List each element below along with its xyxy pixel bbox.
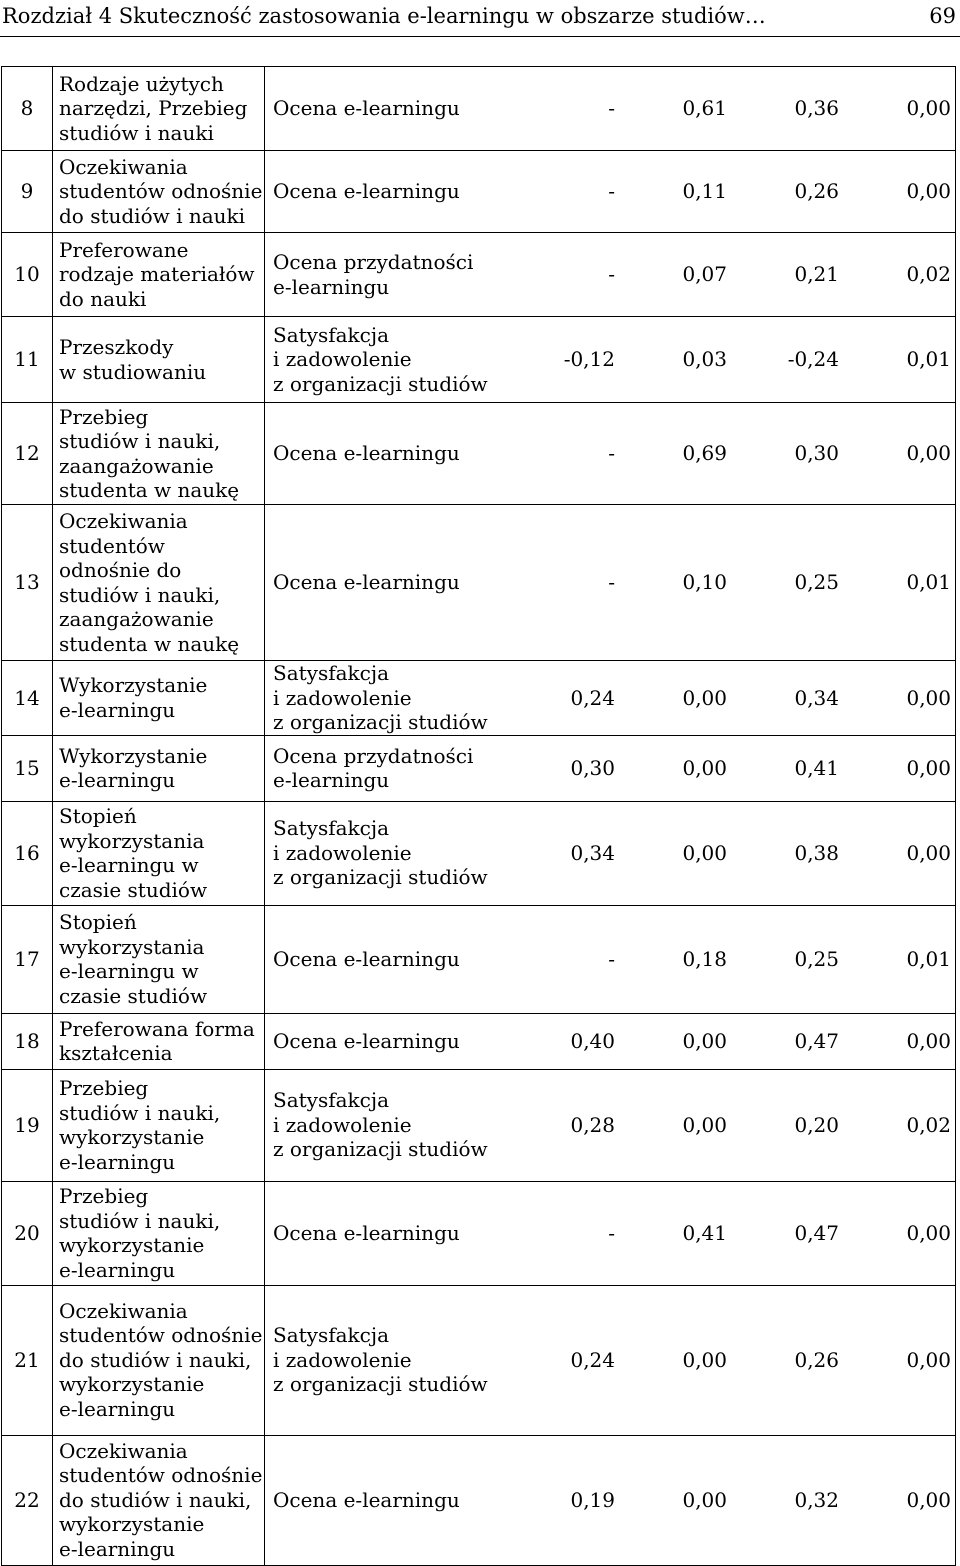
row-metric-cell — [265, 1181, 956, 1285]
row-value-v2: 0,11 — [682, 179, 727, 204]
row-value-v2: 0,00 — [682, 1347, 727, 1372]
row-value-v1: 0,40 — [570, 1028, 615, 1053]
row-values — [523, 347, 951, 372]
row-metric-wrap — [273, 250, 951, 299]
row-description: Preferowana forma kształcenia — [59, 1016, 255, 1065]
running-header — [0, 0, 960, 34]
row-metric-cell — [265, 317, 956, 403]
row-number: 16 — [2, 801, 53, 905]
table-row — [2, 151, 956, 233]
table-row — [2, 1181, 956, 1285]
row-description: Preferowane rodzaje materiałów do nauki — [59, 237, 255, 311]
row-value-v2: 0,00 — [682, 1028, 727, 1053]
row-value-v4: 0,01 — [906, 347, 951, 372]
row-metric-cell — [265, 151, 956, 233]
row-value-v2: 0,00 — [682, 1112, 727, 1137]
table-row — [2, 735, 956, 801]
row-value-v4: 0,00 — [906, 179, 951, 204]
row-description: Wykorzystanie e-learningu — [59, 743, 208, 792]
row-values — [523, 1348, 951, 1373]
row-description-cell — [53, 317, 265, 403]
row-values — [523, 1488, 951, 1513]
row-value-v2: 0,61 — [682, 96, 727, 121]
row-metric-wrap — [273, 96, 951, 121]
table-row — [2, 1013, 956, 1069]
row-description-cell — [53, 1181, 265, 1285]
row-metric-cell — [265, 661, 956, 736]
table-row — [2, 905, 956, 1013]
row-number: 19 — [2, 1069, 53, 1181]
row-value-v2: 0,69 — [682, 441, 727, 466]
row-metric-name: Ocena e-learningu — [273, 96, 460, 121]
page-number: 69 — [929, 4, 956, 28]
row-description: Oczekiwania studentów odnośnie do studiów i nauki, zaangażowanie studenta w naukę — [59, 509, 240, 656]
row-value-v4: 0,00 — [906, 96, 951, 121]
row-metric-wrap — [273, 1029, 951, 1054]
row-metric-wrap — [273, 179, 951, 204]
row-metric-cell — [265, 735, 956, 801]
row-metric-name: Ocena przydatności e-learningu — [273, 250, 474, 299]
row-description-cell — [53, 1285, 265, 1435]
table-row — [2, 403, 956, 505]
row-description-cell — [53, 1013, 265, 1069]
row-value-v1: - — [608, 96, 615, 121]
table-row — [2, 661, 956, 736]
results-table — [1, 66, 956, 1566]
row-metric-name: Ocena e-learningu — [273, 441, 460, 466]
table-row — [2, 505, 956, 661]
row-description-cell — [53, 801, 265, 905]
row-number: 22 — [2, 1435, 53, 1565]
row-value-v1: - — [608, 1220, 615, 1245]
row-value-v2: 0,00 — [682, 685, 727, 710]
row-metric-cell — [265, 1013, 956, 1069]
row-metric-wrap — [273, 816, 951, 890]
row-values — [523, 1221, 951, 1246]
row-value-v4: 0,00 — [906, 441, 951, 466]
row-value-v1: - — [608, 441, 615, 466]
row-value-v4: 0,00 — [906, 1028, 951, 1053]
row-value-v1: 0,19 — [570, 1487, 615, 1512]
row-value-v1: 0,30 — [570, 755, 615, 780]
row-metric-cell — [265, 67, 956, 151]
row-value-v3: 0,25 — [794, 946, 839, 971]
row-number: 13 — [2, 505, 53, 661]
row-value-v1: - — [608, 946, 615, 971]
row-value-v3: 0,20 — [794, 1112, 839, 1137]
row-value-v4: 0,01 — [906, 946, 951, 971]
row-description-cell — [53, 151, 265, 233]
row-value-v2: 0,07 — [682, 262, 727, 287]
table-row — [2, 1435, 956, 1565]
row-values — [523, 262, 951, 287]
row-value-v4: 0,02 — [906, 1112, 951, 1137]
row-value-v3: 0,41 — [794, 755, 839, 780]
row-value-v1: 0,34 — [570, 840, 615, 865]
row-value-v3: -0,24 — [787, 347, 839, 372]
row-value-v4: 0,00 — [906, 840, 951, 865]
row-value-v1: -0,12 — [563, 347, 615, 372]
row-description-cell — [53, 67, 265, 151]
row-value-v3: 0,34 — [794, 685, 839, 710]
row-metric-name: Ocena e-learningu — [273, 1487, 460, 1512]
row-description: Przeszkody w studiowaniu — [59, 335, 207, 384]
row-values — [523, 179, 951, 204]
row-values — [523, 947, 951, 972]
row-metric-name: Satysfakcja i zadowolenie z organizacji studiów — [273, 816, 488, 890]
row-description-cell — [53, 735, 265, 801]
row-values — [523, 96, 951, 121]
row-value-v4: 0,02 — [906, 262, 951, 287]
row-description: Stopień wykorzystania e-learningu w czasie studiów — [59, 910, 208, 1008]
row-value-v3: 0,36 — [794, 96, 839, 121]
table-row — [2, 67, 956, 151]
row-description: Stopień wykorzystania e-learningu w czasie studiów — [59, 804, 208, 902]
row-value-v4: 0,00 — [906, 1220, 951, 1245]
row-metric-wrap — [273, 1221, 951, 1246]
row-metric-wrap — [273, 744, 951, 793]
table-row — [2, 317, 956, 403]
row-description: Przebieg studiów i nauki, zaangażowanie studenta w naukę — [59, 404, 240, 502]
row-metric-name: Ocena e-learningu — [273, 1028, 460, 1053]
row-metric-wrap — [273, 947, 951, 972]
table-row — [2, 1069, 956, 1181]
row-metric-wrap — [273, 1088, 951, 1162]
row-number: 17 — [2, 905, 53, 1013]
row-metric-name: Ocena e-learningu — [273, 570, 460, 595]
row-value-v1: 0,24 — [570, 1347, 615, 1372]
row-value-v3: 0,25 — [794, 570, 839, 595]
row-values — [523, 841, 951, 866]
row-value-v1: - — [608, 570, 615, 595]
row-description-cell — [53, 233, 265, 317]
row-metric-name: Satysfakcja i zadowolenie z organizacji studiów — [273, 322, 488, 396]
row-number: 20 — [2, 1181, 53, 1285]
row-description-cell — [53, 403, 265, 505]
row-description-cell — [53, 661, 265, 736]
row-value-v4: 0,00 — [906, 1487, 951, 1512]
row-metric-wrap — [273, 1488, 951, 1513]
row-value-v2: 0,18 — [682, 946, 727, 971]
row-value-v1: 0,28 — [570, 1112, 615, 1137]
row-values — [523, 441, 951, 466]
row-number: 8 — [2, 67, 53, 151]
row-metric-cell — [265, 505, 956, 661]
row-metric-cell — [265, 403, 956, 505]
row-description: Przebieg studiów i nauki, wykorzystanie e-learningu — [59, 1184, 221, 1282]
running-title: Rozdział 4 Skuteczność zastosowania e-learningu w obszarze studiów… — [2, 4, 766, 28]
row-description: Oczekiwania studentów odnośnie do studiów i nauki — [59, 154, 263, 228]
row-value-v2: 0,41 — [682, 1220, 727, 1245]
row-metric-wrap — [273, 1323, 951, 1397]
row-description-cell — [53, 905, 265, 1013]
row-value-v2: 0,00 — [682, 840, 727, 865]
row-number: 9 — [2, 151, 53, 233]
row-description: Przebieg studiów i nauki, wykorzystanie e-learningu — [59, 1076, 221, 1174]
table-row — [2, 233, 956, 317]
row-value-v3: 0,47 — [794, 1220, 839, 1245]
row-metric-wrap — [273, 441, 951, 466]
row-description: Oczekiwania studentów odnośnie do studiów i nauki, wykorzystanie e-learningu — [59, 1298, 263, 1421]
row-description-cell — [53, 1069, 265, 1181]
results-table-body — [2, 67, 956, 1566]
row-description: Rodzaje użytych narzędzi, Przebieg studiów i nauki — [59, 71, 248, 145]
row-value-v2: 0,03 — [682, 347, 727, 372]
row-metric-cell — [265, 1285, 956, 1435]
row-description-cell — [53, 505, 265, 661]
row-metric-wrap — [273, 323, 951, 397]
row-metric-cell — [265, 801, 956, 905]
row-value-v2: 0,00 — [682, 755, 727, 780]
row-metric-name: Ocena e-learningu — [273, 1220, 460, 1245]
row-metric-name: Satysfakcja i zadowolenie z organizacji studiów — [273, 1323, 488, 1397]
row-number: 14 — [2, 661, 53, 736]
row-metric-wrap — [273, 661, 951, 735]
row-value-v3: 0,38 — [794, 840, 839, 865]
table-row — [2, 1285, 956, 1435]
row-metric-cell — [265, 1435, 956, 1565]
row-metric-name: Ocena przydatności e-learningu — [273, 743, 474, 792]
row-value-v2: 0,00 — [682, 1487, 727, 1512]
row-value-v3: 0,26 — [794, 1347, 839, 1372]
row-number: 15 — [2, 735, 53, 801]
row-value-v3: 0,30 — [794, 441, 839, 466]
row-metric-cell — [265, 233, 956, 317]
row-metric-cell — [265, 1069, 956, 1181]
row-value-v4: 0,00 — [906, 685, 951, 710]
row-value-v4: 0,00 — [906, 755, 951, 780]
row-value-v2: 0,10 — [682, 570, 727, 595]
row-metric-name: Satysfakcja i zadowolenie z organizacji studiów — [273, 1088, 488, 1162]
header-rule — [0, 36, 960, 37]
row-number: 10 — [2, 233, 53, 317]
row-value-v1: - — [608, 262, 615, 287]
row-metric-cell — [265, 905, 956, 1013]
row-number: 18 — [2, 1013, 53, 1069]
row-metric-wrap — [273, 570, 951, 595]
row-value-v4: 0,00 — [906, 1347, 951, 1372]
row-description: Oczekiwania studentów odnośnie do studiów i nauki, wykorzystanie e-learningu — [59, 1438, 263, 1561]
row-value-v1: - — [608, 179, 615, 204]
row-number: 12 — [2, 403, 53, 505]
table-row — [2, 801, 956, 905]
row-description: Wykorzystanie e-learningu — [59, 673, 208, 722]
row-number: 11 — [2, 317, 53, 403]
row-values — [523, 570, 951, 595]
row-value-v1: 0,24 — [570, 685, 615, 710]
row-values — [523, 756, 951, 781]
row-metric-name: Ocena e-learningu — [273, 179, 460, 204]
row-description-cell — [53, 1435, 265, 1565]
row-metric-name: Satysfakcja i zadowolenie z organizacji studiów — [273, 661, 488, 734]
row-number: 21 — [2, 1285, 53, 1435]
row-metric-name: Ocena e-learningu — [273, 946, 460, 971]
row-values — [523, 686, 951, 711]
row-value-v3: 0,21 — [794, 262, 839, 287]
row-values — [523, 1113, 951, 1138]
row-value-v3: 0,32 — [794, 1487, 839, 1512]
row-values — [523, 1029, 951, 1054]
row-value-v4: 0,01 — [906, 570, 951, 595]
row-value-v3: 0,47 — [794, 1028, 839, 1053]
row-value-v3: 0,26 — [794, 179, 839, 204]
